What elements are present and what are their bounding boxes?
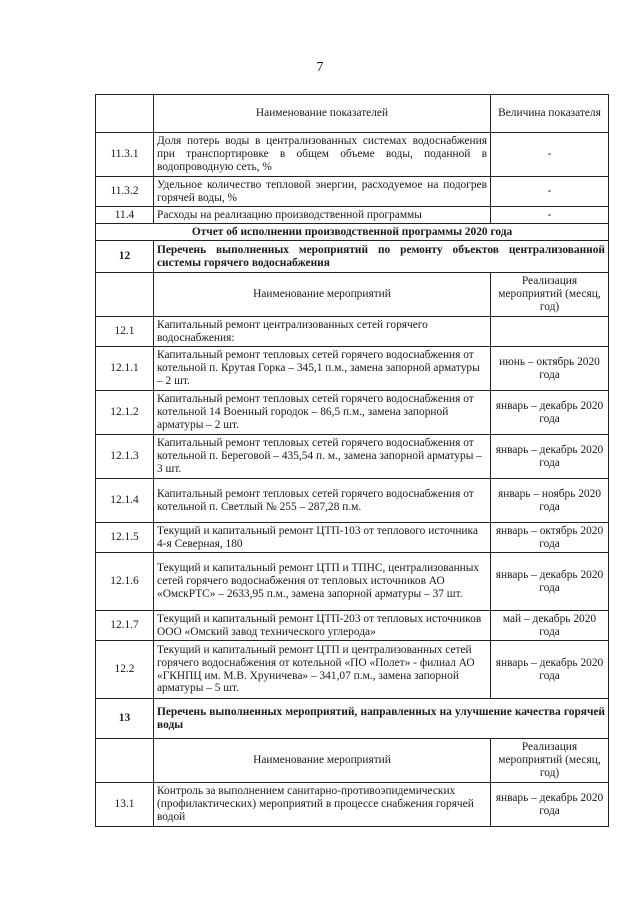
row-number: 12.1.6 [96,553,154,611]
column-header-implementation: Реализация мероприятий (месяц, год) [491,739,609,783]
row-text: Капитальный ремонт тепловых сетей горячего водоснабжения от котельной 14 Военный городок – 86,5 п.м., замена запорной арматуры – 2 шт. [154,391,491,435]
row-value: - [491,133,609,177]
row-number: 12.1.3 [96,435,154,479]
report-title-row [96,224,609,241]
column-header-implementation: Реализация мероприятий (месяц, год) [491,273,609,317]
row-text: Капитальный ремонт тепловых сетей горячего водоснабжения от котельной п. Береговой – 435,54 п. м., замена запорной арматуры – 3 шт. [154,435,491,479]
row-text: Текущий и капитальный ремонт ЦТП и ТПНС, централизованных сетей горячего водоснабжения от тепловых источников АО «ОмскРТС» – 2633,95 п.м., замена запорной арматуры – 37 шт. [154,553,491,611]
row-number: 12.2 [96,641,154,699]
row-number: 12.1.1 [96,347,154,391]
row-number: 11.4 [96,207,154,224]
table-header-row [96,95,609,133]
row-text: Капитальный ремонт тепловых сетей горячего водоснабжения от котельной п. Крутая Горка – 345,1 п.м., замена запорной арматуры – 2 шт. [154,347,491,391]
row-text: Расходы на реализацию производственной программы [154,207,491,224]
empty-cell [96,273,154,317]
column-header-value: Величина показателя [491,95,609,133]
empty-cell [96,739,154,783]
section-13-title-row [96,699,609,739]
table-row [96,347,609,391]
row-number: 12.1.7 [96,611,154,641]
table-row [96,207,609,224]
row-value: январь – декабрь 2020 года [491,553,609,611]
row-value: январь – декабрь 2020 года [491,435,609,479]
row-number: 11.3.2 [96,177,154,207]
column-header-indicators: Наименование показателей [154,95,491,133]
row-text: Капитальный ремонт централизованных сетей горячего водоснабжения: [154,317,491,347]
table-row [96,479,609,523]
table-row [96,391,609,435]
table-row [96,317,609,347]
row-value: - [491,207,609,224]
row-number: 13.1 [96,783,154,827]
section-number: 13 [96,699,154,739]
row-text: Контроль за выполнением санитарно-противоэпидемических (профилактических) мероприятий в процессе снабжения горячей водой [154,783,491,827]
table-row [96,611,609,641]
section-number: 12 [96,241,154,273]
row-number: 12.1.2 [96,391,154,435]
section-title: Перечень выполненных мероприятий, направленных на улучшение качества горячей воды [154,699,609,739]
row-value: январь – декабрь 2020 года [491,641,609,699]
row-text: Капитальный ремонт тепловых сетей горячего водоснабжения от котельной п. Светлый № 255 – 287,28 п.м. [154,479,491,523]
section-title: Перечень выполненных мероприятий по ремонту объектов централизованной системы горячего водоснабжения [154,241,609,273]
table-row [96,783,609,827]
report-title: Отчет об исполнении производственной программы 2020 года [96,224,609,241]
row-text: Текущий и капитальный ремонт ЦТП-203 от тепловых источников ООО «Омский завод технического углерода» [154,611,491,641]
row-text: Удельное количество тепловой энергии, расходуемое на подогрев горячей воды, % [154,177,491,207]
row-text: Текущий и капитальный ремонт ЦТП и централизованных сетей горячего водоснабжения от котельной «ПО «Полет» - филиал АО «ГКНПЦ им. М.В. Хруничева» – 341,07 п.м., замена запорной арматуры – 5 шт. [154,641,491,699]
row-value [491,317,609,347]
row-value: январь – ноябрь 2020 года [491,479,609,523]
section-13-header-row [96,739,609,783]
row-value: май – декабрь 2020 года [491,611,609,641]
table-row [96,641,609,699]
table-row [96,553,609,611]
row-value: январь – октябрь 2020 года [491,523,609,553]
column-header-measures: Наименование мероприятий [154,739,491,783]
table-row [96,133,609,177]
section-12-header-row [96,273,609,317]
page-number: 7 [316,60,324,75]
row-value: январь – декабрь 2020 года [491,783,609,827]
row-value: июнь – октябрь 2020 года [491,347,609,391]
row-number: 11.3.1 [96,133,154,177]
row-number: 12.1.4 [96,479,154,523]
column-header-measures: Наименование мероприятий [154,273,491,317]
row-number: 12.1 [96,317,154,347]
section-12-title-row [96,241,609,273]
row-text: Доля потерь воды в централизованных системах водоснабжения при транспортировке в общем объеме воды, поданной в водопроводную сеть, % [154,133,491,177]
table-row [96,177,609,207]
empty-cell [96,95,154,133]
table-row [96,435,609,479]
row-value: январь – декабрь 2020 года [491,391,609,435]
table-row [96,523,609,553]
row-value: - [491,177,609,207]
row-number: 12.1.5 [96,523,154,553]
report-table [95,94,609,827]
row-text: Текущий и капитальный ремонт ЦТП-103 от теплового источника 4-я Северная, 180 [154,523,491,553]
